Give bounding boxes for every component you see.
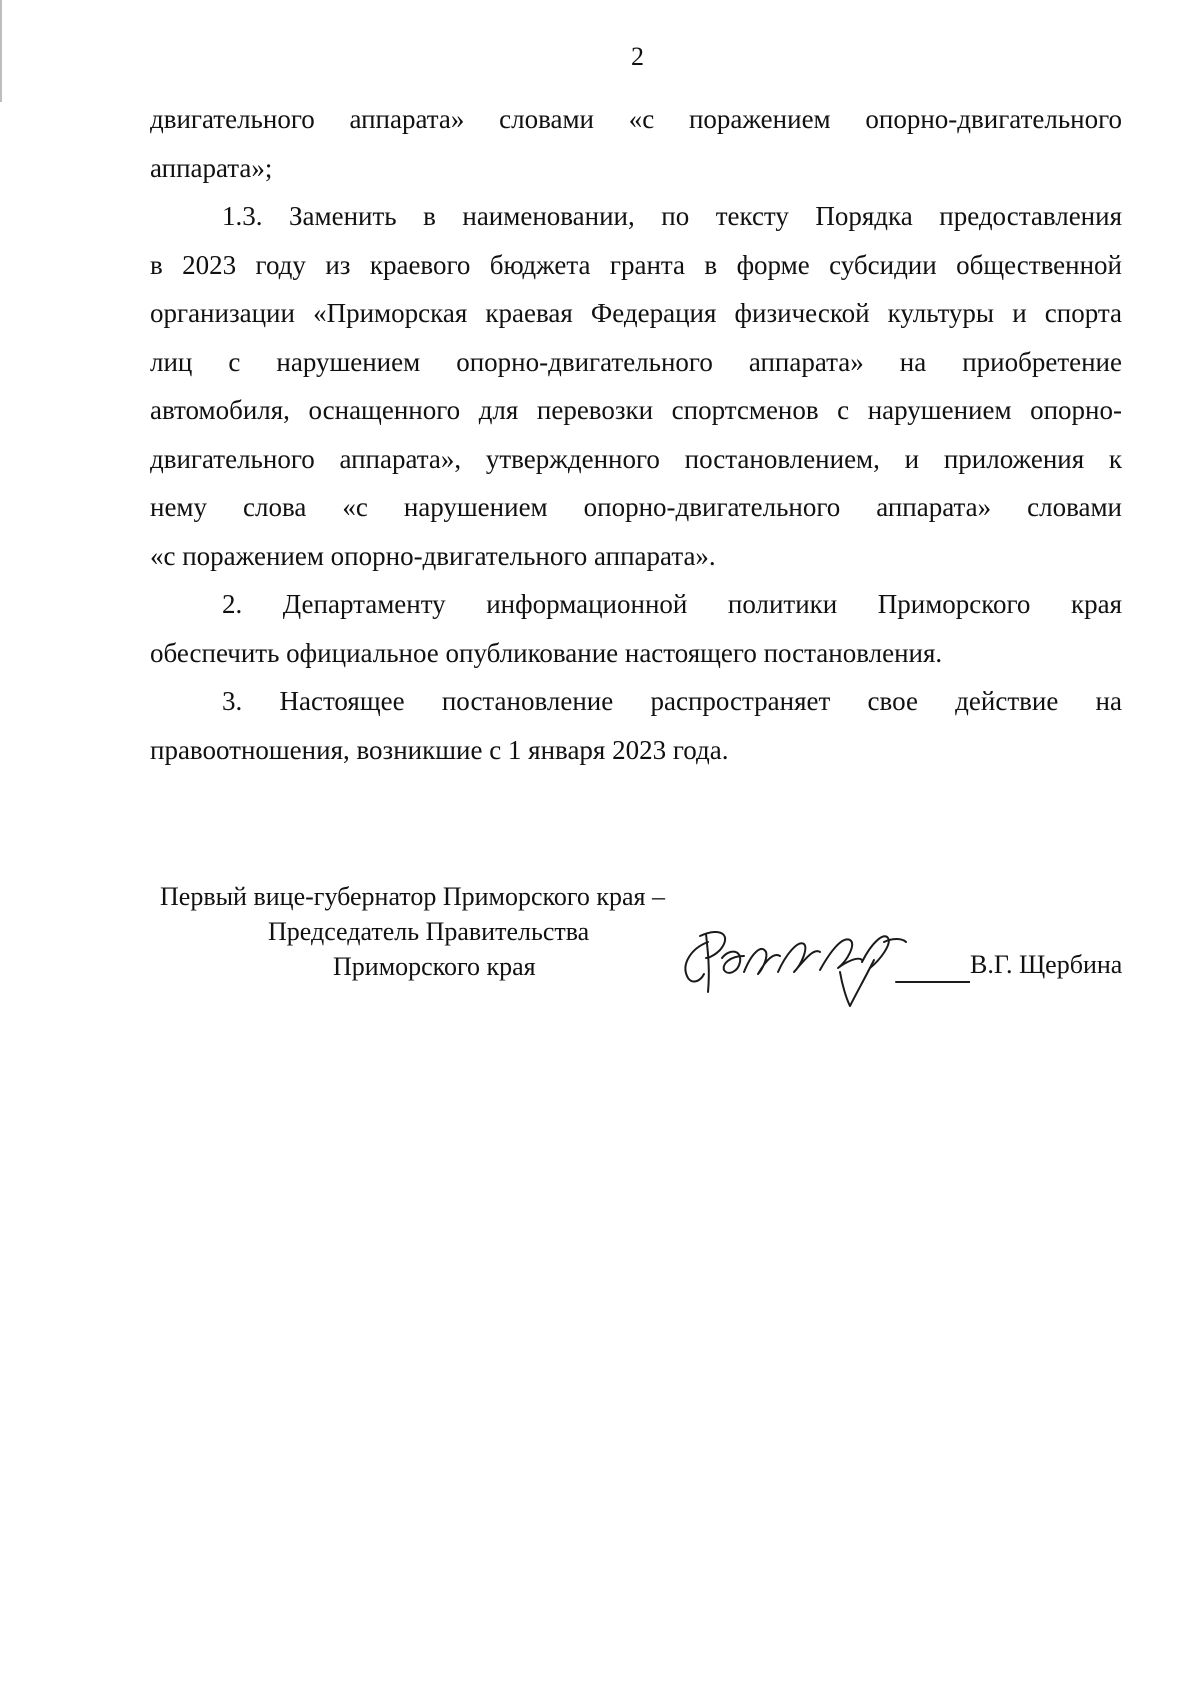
- document-body: [150, 95, 1122, 774]
- paragraph-line: лиц с нарушением опорно-двигательного аппарата» на приобретение: [150, 346, 1122, 377]
- paragraph-line: нему слова «с нарушением опорно-двигательного аппарата» словами: [150, 492, 1122, 522]
- paragraph-line: 3. Настоящее постановление распространяет свое действие на: [222, 686, 1122, 716]
- paragraph-line: обеспечить официальное опубликование настоящего постановления.: [150, 637, 943, 668]
- paragraph-line: 2. Департаменту информационной политики Приморского края: [222, 589, 1122, 619]
- paragraph-line: организации «Приморская краевая Федерация физической культуры и спорта: [150, 298, 1122, 328]
- page-number: 2: [631, 42, 644, 71]
- paragraph-line: «с поражением опорно-двигательного аппарата».: [150, 540, 716, 571]
- handwritten-signature: [670, 912, 970, 1012]
- signatory-name: В.Г. Щербина: [970, 950, 1123, 979]
- signatory-title-line: Первый вице-губернатор Приморского края –: [160, 882, 665, 911]
- paragraph-line: двигательного аппарата» словами «с поражением опорно-двигательного: [150, 104, 1122, 134]
- paragraph-line: аппарата»;: [150, 152, 273, 183]
- paragraph-line: двигательного аппарата», утвержденного постановлением, и приложения к: [150, 443, 1122, 474]
- scan-edge-mark: [0, 0, 2, 1698]
- paragraph-line: 1.3. Заменить в наименовании, по тексту Порядка предоставления: [222, 201, 1122, 231]
- paragraph-line: автомобиля, оснащенного для перевозки спортсменов с нарушением опорно-: [150, 395, 1122, 425]
- signature-block: [150, 882, 1150, 1002]
- paragraph-line: правоотношения, возникшие с 1 января 2023 года.: [150, 734, 729, 765]
- signatory-title-line: Председатель Правительства: [268, 917, 590, 946]
- signatory-title-line: Приморского края: [333, 952, 536, 981]
- paragraph-line: в 2023 году из краевого бюджета гранта в форме субсидии общественной: [150, 249, 1122, 280]
